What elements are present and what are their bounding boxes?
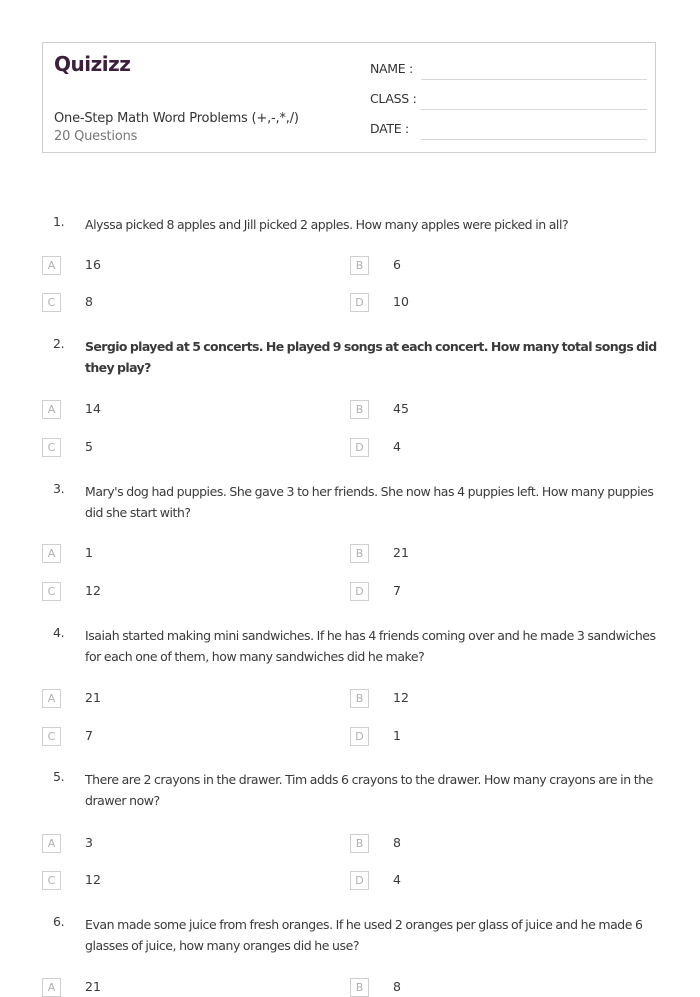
name-field[interactable] [421, 79, 647, 80]
option-text: 12 [85, 583, 101, 598]
option-text: 14 [85, 401, 101, 416]
option-text: 1 [85, 545, 93, 560]
option-text: 1 [393, 728, 401, 743]
question-number: 1. [53, 214, 65, 229]
option-text: 12 [393, 690, 409, 705]
question-number: 2. [53, 336, 65, 351]
question-text: Isaiah started making mini sandwiches. If he has 4 friends coming over and he made 3 sandwiches for each one of them, how many sandwiches did he make? [85, 628, 656, 664]
date-label: DATE : [370, 121, 409, 136]
quizizz-logo: Quizizz [54, 52, 131, 76]
option-letter-box: A [42, 400, 61, 419]
question-text: Alyssa picked 8 apples and Jill picked 2 apples. How many apples were picked in all? [85, 217, 569, 232]
option-letter-box: D [350, 582, 369, 601]
question-count: 20 Questions [54, 129, 138, 144]
option-text: 8 [85, 294, 93, 309]
option-letter-box: C [42, 293, 61, 312]
name-label: NAME : [370, 61, 413, 76]
option-letter-box: A [42, 689, 61, 708]
option-letter-box: D [350, 727, 369, 746]
option-text: 21 [85, 690, 101, 705]
option-letter-box: C [42, 727, 61, 746]
option-letter-box: B [350, 256, 369, 275]
option-text: 12 [85, 872, 101, 887]
date-field[interactable] [421, 139, 647, 140]
option-text: 21 [85, 979, 101, 994]
option-letter-box: B [350, 400, 369, 419]
option-text: 6 [393, 257, 401, 272]
option-letter-box: A [42, 256, 61, 275]
question-number: 6. [53, 914, 65, 929]
option-letter-box: B [350, 834, 369, 853]
option-text: 45 [393, 401, 409, 416]
option-text: 8 [393, 835, 401, 850]
option-text: 4 [393, 439, 401, 454]
question-text: Evan made some juice from fresh oranges. If he used 2 oranges per glass of juice and he made 6 glasses of juice, how many oranges did he use? [85, 917, 643, 953]
option-text: 7 [393, 583, 401, 598]
option-letter-box: B [350, 689, 369, 708]
option-text: 7 [85, 728, 93, 743]
question-text: Sergio played at 5 concerts. He played 9 songs at each concert. How many total songs did they play? [85, 339, 657, 375]
worksheet-header [42, 42, 656, 153]
class-label: CLASS : [370, 91, 417, 106]
question-number: 4. [53, 625, 65, 640]
option-letter-box: C [42, 438, 61, 457]
option-text: 3 [85, 835, 93, 850]
option-letter-box: C [42, 871, 61, 890]
worksheet-title: One-Step Math Word Problems (+,-,*,/) [54, 111, 299, 126]
question-number: 5. [53, 769, 65, 784]
option-letter-box: D [350, 871, 369, 890]
question-text: Mary's dog had puppies. She gave 3 to her friends. She now has 4 puppies left. How many puppies did she start with? [85, 484, 654, 520]
option-letter-box: B [350, 544, 369, 563]
question-number: 3. [53, 481, 65, 496]
option-letter-box: A [42, 544, 61, 563]
option-text: 8 [393, 979, 401, 994]
option-letter-box: A [42, 834, 61, 853]
option-text: 5 [85, 439, 93, 454]
question-text: There are 2 crayons in the drawer. Tim adds 6 crayons to the drawer. How many crayons are in the drawer now? [85, 772, 653, 808]
class-field[interactable] [421, 109, 647, 110]
option-letter-box: D [350, 438, 369, 457]
option-text: 21 [393, 545, 409, 560]
option-text: 16 [85, 257, 101, 272]
option-text: 4 [393, 872, 401, 887]
option-letter-box: D [350, 293, 369, 312]
option-letter-box: B [350, 978, 369, 997]
option-letter-box: C [42, 582, 61, 601]
option-letter-box: A [42, 978, 61, 997]
option-text: 10 [393, 294, 409, 309]
